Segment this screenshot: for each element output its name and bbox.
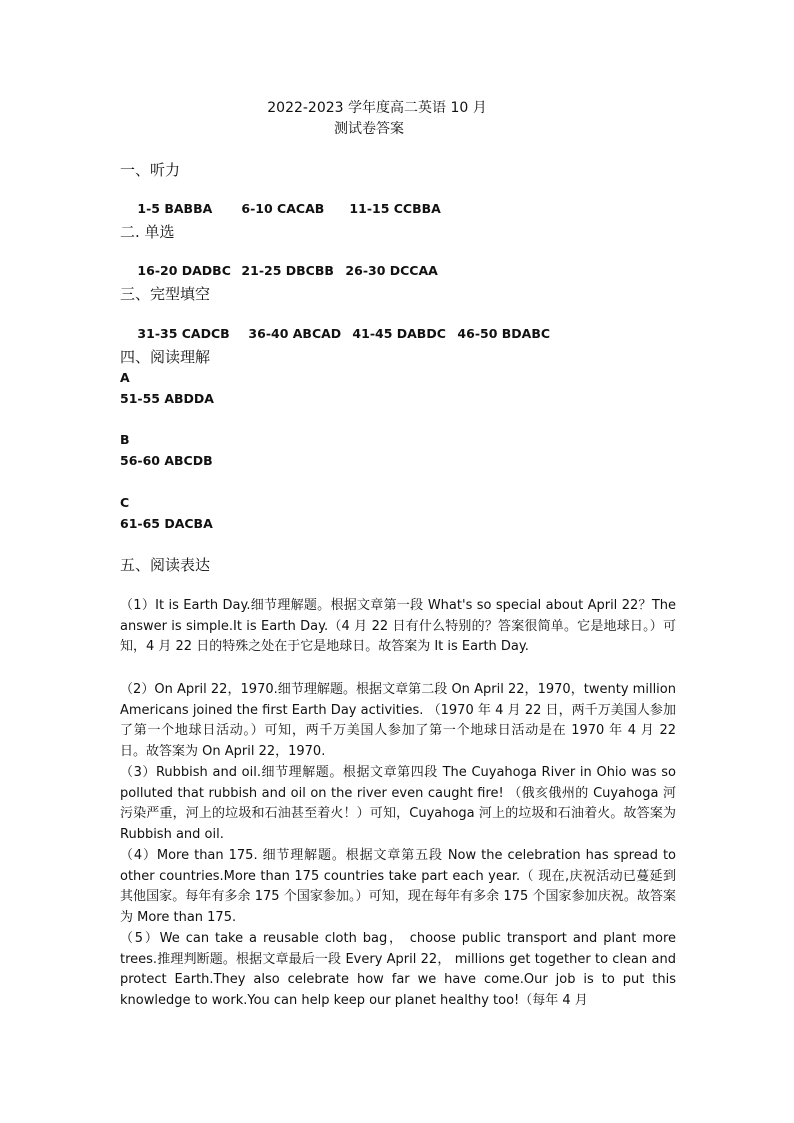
expression-answer-1: （1）It is Earth Day.细节理解题。根据文章第一段 What's so special about April 22？The answer is simple.It is Earth Day.（4 月 22 日有什么特别的？答案很简单。它是地球日。）可知，4 月 22 日的特殊之处在于它是地球日。故答案为 It is Earth Day.	[120, 598, 676, 655]
answer-group: 16-20 DADBC	[137, 263, 231, 278]
section-heading-reading: 四、阅读理解	[120, 348, 211, 366]
document-subtitle: 测试卷答案	[334, 121, 404, 137]
answers-passage-b: 56-60 ABCDB	[120, 453, 213, 468]
answer-group: 11-15 CCBBA	[349, 201, 441, 216]
passage-label-b: B	[120, 432, 130, 447]
answers-passage-c: 61-65 DACBA	[120, 516, 213, 531]
answer-group: 31-35 CADCB	[137, 326, 230, 341]
answer-group: 21-25 DBCBB	[241, 263, 334, 278]
answers-passage-a: 51-55 ABDDA	[120, 391, 214, 406]
passage-label-a: A	[120, 370, 130, 385]
expression-answer-3: （3）Rubbish and oil.细节理解题。根据文章第四段 The Cuyahoga River in Ohio was so polluted that rubbish and oil on the river even caught fire! （俄亥俄州的 Cuyahoga 河污染严重，河上的垃圾和石油甚至着火！）可知，Cuyahoga 河上的垃圾和石油着火。故答案为 Rubbish and oil.	[120, 765, 676, 842]
section-heading-reading-expression: 五、阅读表达	[120, 556, 211, 574]
document-title: 2022-2023 学年度高二英语 10 月	[267, 100, 487, 116]
answer-group: 36-40 ABCAD	[248, 326, 342, 341]
answer-group: 1-5 BABBA	[137, 201, 213, 216]
expression-answer-2: （2）On April 22，1970.细节理解题。根据文章第二段 On April 22，1970，twenty million Americans joined the first Earth Day activities. （1970 年 4 月 22 日，两千万美国人参加了第一个地球日活动。）可知，两千万美国人参加了第一个地球日活动是在 1970 年 4 月 22 日。故答案为 On April 22，1970.	[120, 682, 676, 759]
answer-group: 6-10 CACAB	[241, 201, 325, 216]
passage-label-c: C	[120, 495, 130, 510]
section-heading-cloze: 三、完型填空	[120, 285, 211, 303]
answer-group: 41-45 DABDC	[352, 326, 446, 341]
section-heading-listening: 一、听力	[120, 161, 181, 179]
answer-group: 26-30 DCCAA	[345, 263, 438, 278]
expression-answer-4: （4）More than 175. 细节理解题。根据文章第五段 Now the celebration has spread to other countries.More than 175 countries take part each year.（ 现在,庆祝活动已蔓延到其他国家。每年有多余 175 个国家参加。）可知，现在每年有多余 175 个国家参加庆祝。故答案为 More than 175.	[120, 848, 676, 925]
section-heading-single-choice: 二. 单选	[120, 223, 175, 241]
expression-answer-5: （5）We can take a reusable cloth bag， choose public transport and plant more trees.推理判断题。根据文章最后一段 Every April 22， millions get together to clean and protect Earth.They also celebrate how far we have come.Our job is to put this knowledge to work.You can help keep our planet healthy too!（每年 4 月	[120, 931, 676, 1008]
answer-group: 46-50 BDABC	[457, 326, 551, 341]
